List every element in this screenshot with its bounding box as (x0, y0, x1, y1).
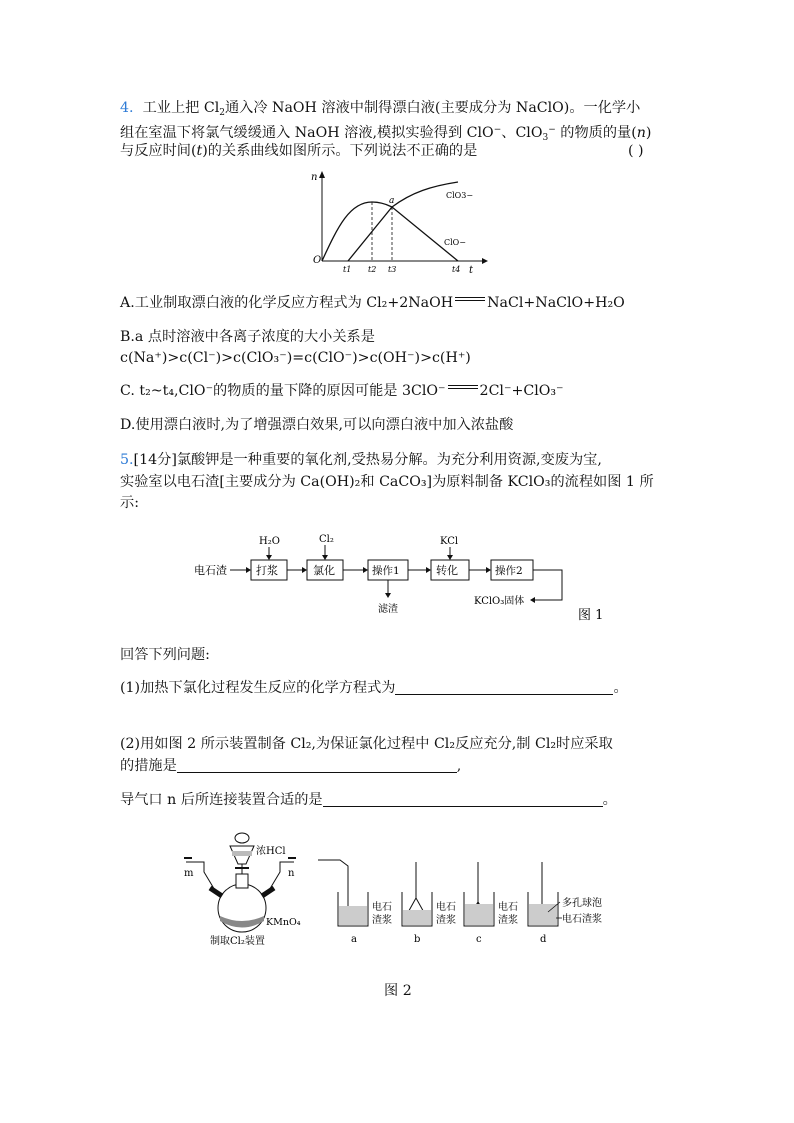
hcl-label: 浓HCl (256, 846, 286, 857)
port-m-label: m (184, 868, 194, 879)
q4-line3 (120, 140, 477, 162)
arrow-icon (426, 567, 431, 573)
q4-text: ) (645, 125, 652, 141)
part1-end: 。 (613, 680, 628, 696)
part2-text: 导气口 n 后所连接装置合适的是 (120, 792, 323, 808)
tick-t2: t2 (368, 265, 377, 274)
q5-part2-line2 (120, 755, 461, 777)
q5-part2-line1: (2)用如图 2 所示装置制备 Cl₂,为保证氯化过程中 Cl₂反应充分,制 Cl₂时应采取 (120, 736, 613, 752)
slurry-b-2: 渣浆 (436, 915, 456, 926)
flask-neck (236, 874, 248, 888)
option-a-text: A.工业制取漂白液的化学反应方程式为 Cl₂+2NaOH (120, 295, 454, 311)
arrow-icon (246, 567, 251, 573)
slurry-b-1: 电石 (436, 902, 456, 913)
beaker-c-liquid (465, 904, 493, 925)
label-d: d (540, 934, 547, 945)
q4-option-a[interactable] (120, 292, 625, 314)
beaker-b-liquid (403, 910, 431, 925)
option-a-text: NaCl+NaClO+H₂O (487, 295, 625, 311)
q5-part1 (120, 677, 628, 699)
q4-graph (308, 166, 488, 278)
part2-end: 。 (602, 792, 617, 808)
slurry-a-2: 渣浆 (372, 915, 392, 926)
kmno4-label: KMnO₄ (266, 917, 301, 928)
x-axis-label: t (469, 265, 474, 276)
q5-number: 5. (120, 452, 134, 468)
answer-blank-1[interactable] (395, 678, 613, 695)
flow-return-line (533, 570, 562, 600)
answer-blank-2[interactable] (177, 756, 457, 773)
clo-curve (322, 202, 458, 261)
clo3-curve (348, 182, 458, 261)
label-b: b (414, 934, 421, 945)
funnel-liquid (232, 851, 252, 856)
q4-text: 、ClO (501, 125, 543, 141)
option-c-text: C. t₂~t₄,ClO⁻的物质的量下降的原因可能是 3ClO⁻ (120, 383, 446, 399)
q4-text: )的关系曲线如图所示。下列说法不正确的是 (202, 143, 478, 159)
part2-end: , (456, 758, 462, 774)
origin-label: O (313, 255, 322, 266)
q5-line1 (120, 449, 602, 471)
q4-number: 4. (120, 100, 134, 116)
beaker-d-liquid (529, 904, 557, 925)
figure-2-apparatus (180, 826, 620, 951)
q4-text: 通入冷 NaOH 溶液中制得漂白液(主要成分为 NaClO)。一化学小 (224, 100, 641, 116)
clo3-label: ClO3− (446, 191, 474, 200)
y-axis-arrow-icon (319, 171, 325, 178)
q4-text: 工业上把 Cl (142, 100, 220, 116)
label-a: a (351, 934, 357, 945)
q4-var: t (196, 143, 203, 159)
q4-answer-paren[interactable]: ( ) (628, 143, 644, 159)
label-c: c (476, 934, 482, 945)
arrow-icon (363, 567, 368, 573)
flow-box-4-label: 转化 (436, 564, 458, 577)
beaker-a-liquid (339, 906, 367, 925)
q4-option-c[interactable] (120, 380, 564, 402)
flow-input-2: Cl₂ (319, 534, 334, 545)
tick-t1: t1 (343, 265, 352, 274)
part1-text: (1)加热下氯化过程发生反应的化学方程式为 (120, 680, 396, 696)
fig1-label: 图 1 (578, 608, 604, 623)
tick-t3: t3 (388, 265, 397, 274)
flow-box-3-label: 操作1 (372, 565, 400, 577)
flow-chart (190, 530, 610, 630)
equals-sign (453, 295, 487, 305)
q4-text: 的物质的量( (555, 125, 637, 141)
tick-t4: t4 (452, 265, 461, 274)
q4-option-d[interactable]: D.使用漂白液时,为了增强漂白效果,可以向漂白液中加入浓盐酸 (120, 417, 514, 433)
option-c-text: 2Cl⁻+ClO₃⁻ (479, 383, 564, 399)
q5-part2-line3 (120, 789, 617, 811)
flow-input-1: H₂O (259, 536, 280, 547)
q5-line3: 示: (120, 495, 139, 511)
slurry-d-label: 电石渣浆 (562, 914, 602, 925)
q4-option-b-line1[interactable]: B.a 点时溶液中各离子浓度的大小关系是 (120, 329, 375, 345)
q5-text: [14分]氯酸钾是一种重要的氧化剂,受热易分解。为充分利用资源,变废为宝, (133, 452, 602, 468)
q4-sub: 3 (542, 133, 549, 143)
slurry-c-1: 电石 (498, 902, 518, 913)
arrow-icon (302, 567, 307, 573)
arrow-icon (266, 555, 272, 560)
flow-output-3: 滤渣 (378, 604, 398, 615)
arrow-icon (447, 555, 453, 560)
x-axis-arrow-icon (482, 258, 488, 264)
q4-text: 与反应时间( (120, 143, 197, 159)
q5-prompt: 回答下列问题: (120, 647, 210, 663)
q4-sup: − (548, 125, 556, 135)
funnel-stopper (235, 833, 249, 843)
slurry-a-1: 电石 (372, 902, 392, 913)
flow-start: 电石渣 (194, 564, 227, 577)
arrow-icon (486, 567, 491, 573)
flow-product: KClO₃固体 (474, 596, 525, 607)
q4-option-b-line2: c(Na⁺)>c(Cl⁻)>c(ClO₃⁻)=c(ClO⁻)>c(OH⁻)>c(H⁺) (120, 350, 471, 366)
flow-box-2-label: 氯化 (313, 564, 335, 577)
equals-sign (446, 383, 480, 393)
y-axis-label: n (311, 172, 318, 183)
slurry-c-2: 渣浆 (498, 915, 518, 926)
arrow-icon (385, 593, 391, 598)
clo-label: ClO− (444, 238, 466, 247)
point-a-label: a (389, 196, 395, 206)
fig2-label: 图 2 (384, 983, 412, 999)
flow-input-4: KCl (440, 536, 459, 547)
arrow-icon (322, 555, 328, 560)
flow-box-5-label: 操作2 (495, 565, 523, 577)
arrow-icon (530, 597, 535, 603)
bubbler-label: 多孔球泡 (562, 898, 602, 909)
part2-text: 的措施是 (120, 758, 177, 774)
port-n-label: n (288, 868, 295, 879)
q4-var: n (636, 125, 646, 141)
q4-text: 组在室温下将氯气缓缓通入 NaOH 溶液,模拟实验得到 ClO (120, 125, 494, 141)
flow-box-1-label: 打浆 (256, 564, 278, 577)
q4-sup: − (493, 125, 502, 135)
q5-line2: 实验室以电石渣[主要成分为 Ca(OH)₂和 CaCO₃]为原料制备 KClO₃的流程如图 1 所 (120, 474, 654, 490)
answer-blank-3[interactable] (323, 790, 603, 807)
q4-sub: 2 (219, 108, 225, 118)
apparatus-caption: 制取Cl₂装置 (210, 936, 265, 947)
